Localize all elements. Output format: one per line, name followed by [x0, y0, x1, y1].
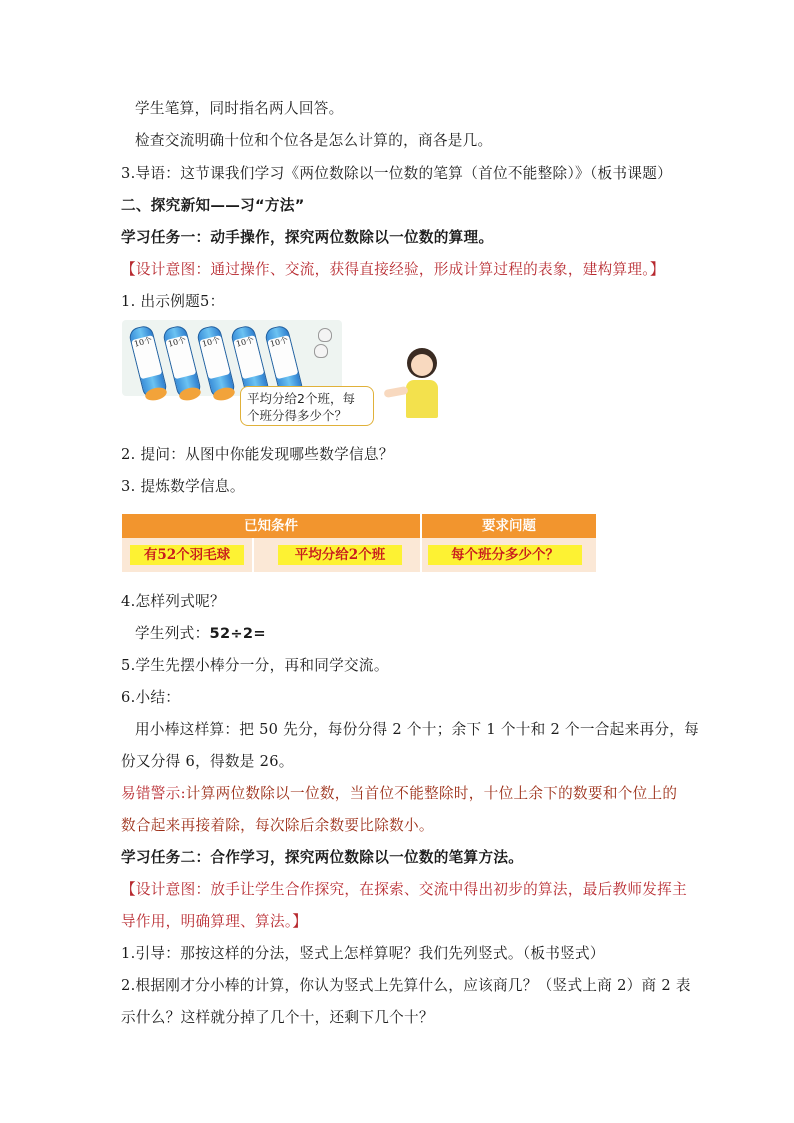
task-heading: 学习任务二：合作学习，探究两位数除以一位数的笔算方法。 — [121, 849, 524, 866]
shuttlecock-icon — [314, 344, 328, 358]
text-line: 1. 出示例题5： — [121, 293, 225, 310]
girl-body — [406, 380, 438, 418]
text-line: 3. 提炼数学信息。 — [121, 478, 245, 495]
girl-arm — [383, 386, 408, 398]
shuttlecock-tube: 10个 — [264, 324, 305, 400]
table-header-question: 要求问题 — [422, 514, 596, 538]
text-span: 计算两位数除以一位数，当首位不能整除时，十位上余下的数要和个位上的 — [185, 785, 678, 802]
section-heading: 二、探究新知——习“方法” — [121, 197, 305, 214]
warning-line: 数合起来再接着除，每次除后余数要比除数小。 — [121, 817, 434, 834]
warning-line — [121, 784, 677, 804]
girl-face — [411, 354, 433, 376]
shuttlecock-tube: 10个 — [162, 324, 203, 400]
shuttlecock-tube: 10个 — [230, 324, 271, 400]
info-table — [122, 514, 596, 572]
table-divider — [252, 538, 254, 572]
design-intent-note: 【设计意图：放手让学生合作探究，在探索、交流中得出初步的算法，最后教师发挥主 — [121, 881, 687, 898]
shuttlecock-icon — [318, 328, 332, 342]
table-divider — [420, 514, 422, 572]
text-span: 学生列式： — [135, 625, 210, 642]
design-intent-note: 【设计意图：通过操作、交流，获得直接经验，形成计算过程的表象，建构算理。】 — [121, 261, 665, 278]
text-line — [135, 624, 266, 644]
shuttlecock-tube: 10个 — [196, 324, 237, 400]
example-illustration — [122, 320, 452, 423]
speech-bubble: 平均分给2个班，每个班分得多少个？ — [240, 386, 374, 426]
table-cell: 平均分给2个班 — [278, 545, 402, 565]
table-cell: 每个班分多少个？ — [428, 545, 582, 565]
text-line: 3.导语：这节课我们学习《两位数除以一位数的笔算（首位不能整除）》（板书课题） — [121, 165, 672, 182]
text-line: 示什么？这样就分掉了几个十，还剩下几个十？ — [121, 1009, 434, 1026]
text-line: 1.引导：那按这样的分法，竖式上怎样算呢？我们先列竖式。（板书竖式） — [121, 945, 605, 962]
text-line: 6.小结： — [121, 689, 181, 706]
formula: 52÷2= — [209, 625, 266, 642]
text-line: 5.学生先摆小棒分一分，再和同学交流。 — [121, 657, 389, 674]
text-line: 份又分得 6，得数是 26。 — [121, 753, 294, 770]
design-intent-note: 导作用，明确算理、算法。】 — [121, 913, 308, 930]
text-line: 用小棒这样算：把 50 先分，每份分得 2 个十；余下 1 个十和 2 个一合起来再分，每 — [135, 721, 700, 738]
task-heading: 学习任务一：动手操作，探究两位数除以一位数的算理。 — [121, 229, 494, 246]
warning-label: 易错警示: — [121, 785, 186, 802]
text-line: 学生笔算，同时指名两人回答。 — [135, 100, 344, 117]
text-line: 2.根据刚才分小棒的计算，你认为竖式上先算什么，应该商几？（竖式上商 2）商 2 表 — [121, 977, 691, 994]
text-line: 4.怎样列式呢？ — [121, 593, 225, 610]
text-line: 2. 提问：从图中你能发现哪些数学信息？ — [121, 446, 394, 463]
shuttlecock-tube: 10个 — [128, 324, 169, 400]
table-cell: 有52个羽毛球 — [130, 545, 244, 565]
text-line: 检查交流明确十位和个位各是怎么计算的，商各是几。 — [135, 132, 493, 149]
table-header-known: 已知条件 — [122, 514, 420, 538]
